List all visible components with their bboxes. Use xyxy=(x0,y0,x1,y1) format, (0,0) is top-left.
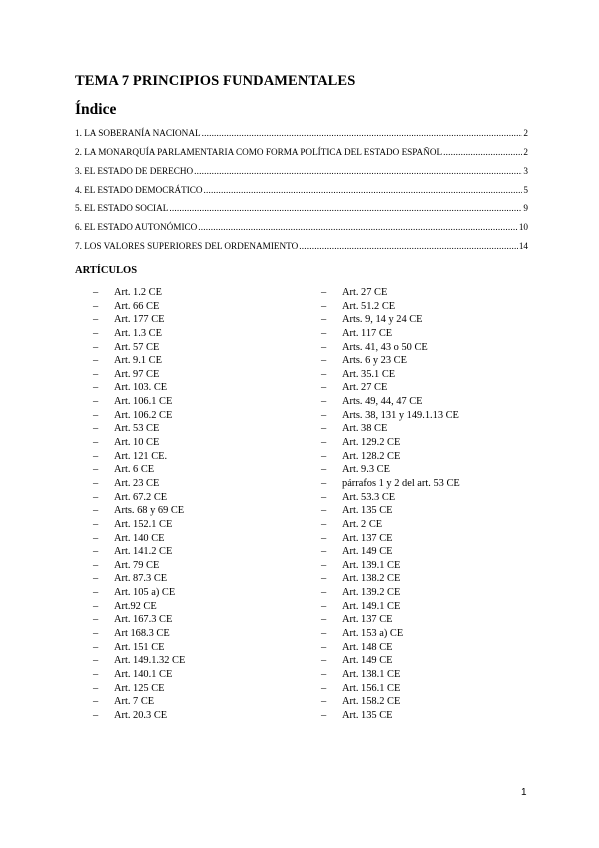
dash-bullet: – xyxy=(321,614,327,626)
article-list-item xyxy=(321,682,460,696)
article-list-item xyxy=(93,491,185,505)
article-reference: Art. 125 CE xyxy=(114,682,165,694)
article-list-item xyxy=(321,586,460,600)
article-list-item xyxy=(321,545,460,559)
articles-heading: ARTÍCULOS xyxy=(75,265,138,276)
toc-entry[interactable] xyxy=(75,176,528,195)
dash-bullet: – xyxy=(321,600,327,612)
article-reference: Art 168.3 CE xyxy=(114,628,170,640)
dash-bullet: – xyxy=(321,628,327,640)
article-list-item xyxy=(93,504,185,518)
article-list-item xyxy=(93,313,185,327)
article-reference: Art. 20.3 CE xyxy=(114,709,168,721)
article-reference: Art. 106.1 CE xyxy=(114,396,173,408)
dash-bullet: – xyxy=(93,587,99,599)
article-list-item xyxy=(93,381,185,395)
article-list-item xyxy=(321,668,460,682)
dash-bullet: – xyxy=(321,532,327,544)
dash-bullet: – xyxy=(321,682,327,694)
toc-entry-page: 9 xyxy=(523,203,528,214)
toc-entry[interactable] xyxy=(75,119,528,138)
dash-bullet: – xyxy=(93,477,99,489)
article-reference: Arts. 68 y 69 CE xyxy=(114,505,185,517)
dash-bullet: – xyxy=(321,450,327,462)
article-reference: Art.92 CE xyxy=(114,600,157,612)
article-reference: Art. 53.3 CE xyxy=(342,491,396,503)
dash-bullet: – xyxy=(93,287,99,298)
dash-bullet: – xyxy=(93,450,99,462)
article-reference: Art. 1.3 CE xyxy=(114,327,162,339)
article-list-item xyxy=(93,709,185,723)
article-list-item xyxy=(321,300,460,314)
article-list-item xyxy=(93,654,185,668)
article-list-item xyxy=(93,354,185,368)
article-reference: Art. 38 CE xyxy=(342,423,388,435)
article-reference: Art. 27 CE xyxy=(342,382,388,394)
article-reference: Art. 106.2 CE xyxy=(114,409,173,421)
article-reference: Art. 137 CE xyxy=(342,614,393,626)
toc-dot-leader xyxy=(443,147,522,157)
article-list-item xyxy=(93,341,185,355)
article-list-item xyxy=(93,695,185,709)
dash-bullet: – xyxy=(321,314,327,326)
toc-entry-label: 1. LA SOBERANÍA NACIONAL xyxy=(75,127,201,138)
article-reference: Art. 149 CE xyxy=(342,655,393,667)
dash-bullet: – xyxy=(321,300,327,312)
article-reference: Art. 148 CE xyxy=(342,641,393,653)
dash-bullet: – xyxy=(321,437,327,449)
article-reference: Art. 151 CE xyxy=(114,641,165,653)
dash-bullet: – xyxy=(93,491,99,503)
dash-bullet: – xyxy=(93,368,99,380)
article-list-item xyxy=(321,381,460,395)
toc-entry-page: 14 xyxy=(518,241,528,252)
dash-bullet: – xyxy=(93,300,99,312)
dash-bullet: – xyxy=(93,355,99,367)
article-reference: Art. 117 CE xyxy=(342,327,393,339)
article-list-item xyxy=(93,477,185,491)
article-reference: Art. 2 CE xyxy=(342,518,383,530)
article-reference: Art. 167.3 CE xyxy=(114,614,173,626)
article-list-item xyxy=(321,518,460,532)
toc-entry-label: 3. EL ESTADO DE DERECHO xyxy=(75,165,194,176)
article-reference: Art. 9.1 CE xyxy=(114,355,162,367)
dash-bullet: – xyxy=(321,546,327,558)
article-reference: Art. 139.2 CE xyxy=(342,587,401,599)
dash-bullet: – xyxy=(93,668,99,680)
article-list-item xyxy=(321,354,460,368)
dash-bullet: – xyxy=(321,464,327,476)
article-reference: Art. 149.1.32 CE xyxy=(114,655,186,667)
dash-bullet: – xyxy=(93,559,99,571)
article-list-item xyxy=(93,600,185,614)
dash-bullet: – xyxy=(93,641,99,653)
article-list-item xyxy=(321,477,460,491)
article-list-item xyxy=(321,368,460,382)
article-list-item xyxy=(93,327,185,341)
article-reference: Art. 35.1 CE xyxy=(342,368,396,380)
dash-bullet: – xyxy=(321,341,327,353)
article-list-item xyxy=(321,395,460,409)
dash-bullet: – xyxy=(93,518,99,530)
dash-bullet: – xyxy=(321,423,327,435)
toc-entry[interactable] xyxy=(75,138,528,157)
toc-dot-leader xyxy=(169,203,522,213)
toc-dot-leader xyxy=(204,185,523,195)
article-list-item xyxy=(321,532,460,546)
toc-dot-leader xyxy=(198,222,518,232)
article-list-item xyxy=(321,286,460,300)
dash-bullet: – xyxy=(93,314,99,326)
article-reference: Arts. 9, 14 y 24 CE xyxy=(342,314,423,326)
toc-entry-page: 5 xyxy=(523,184,528,195)
article-list-item xyxy=(93,545,185,559)
article-reference: Arts. 6 y 23 CE xyxy=(342,355,407,367)
dash-bullet: – xyxy=(321,396,327,408)
dash-bullet: – xyxy=(93,546,99,558)
toc-entry-page: 2 xyxy=(523,146,528,157)
dash-bullet: – xyxy=(93,696,99,708)
dash-bullet: – xyxy=(93,464,99,476)
dash-bullet: – xyxy=(321,573,327,585)
dash-bullet: – xyxy=(321,505,327,517)
table-of-contents xyxy=(75,119,528,251)
dash-bullet: – xyxy=(93,709,99,721)
page-number: 1 xyxy=(521,787,527,798)
article-reference: Art. 67.2 CE xyxy=(114,491,168,503)
dash-bullet: – xyxy=(321,668,327,680)
article-list-item xyxy=(321,463,460,477)
article-list-item xyxy=(93,532,185,546)
article-list-item xyxy=(93,682,185,696)
article-reference: Art. 103. CE xyxy=(114,382,168,394)
article-reference: Art. 57 CE xyxy=(114,341,160,353)
article-list-item xyxy=(93,450,185,464)
article-list-item xyxy=(321,559,460,573)
article-reference: Art. 27 CE xyxy=(342,287,388,298)
dash-bullet: – xyxy=(321,641,327,653)
toc-entry-label: 7. LOS VALORES SUPERIORES DEL ORDENAMIENTO xyxy=(75,241,299,252)
dash-bullet: – xyxy=(321,409,327,421)
article-list-item xyxy=(321,695,460,709)
article-reference: Art. 53 CE xyxy=(114,423,160,435)
article-reference: Art. 105 a) CE xyxy=(114,587,176,599)
article-reference: Art. 135 CE xyxy=(342,505,393,517)
article-list-item xyxy=(321,313,460,327)
dash-bullet: – xyxy=(93,600,99,612)
dash-bullet: – xyxy=(321,709,327,721)
dash-bullet: – xyxy=(93,682,99,694)
toc-entry-page: 10 xyxy=(518,222,528,233)
toc-entry-label: 4. EL ESTADO DEMOCRÁTICO xyxy=(75,184,203,195)
article-list-item xyxy=(321,504,460,518)
dash-bullet: – xyxy=(93,327,99,339)
toc-dot-leader xyxy=(194,166,522,176)
article-list-item xyxy=(93,559,185,573)
article-reference: Art. 23 CE xyxy=(114,477,160,489)
article-reference: párrafos 1 y 2 del art. 53 CE xyxy=(342,477,460,489)
article-list-item xyxy=(321,409,460,423)
article-reference: Arts. 49, 44, 47 CE xyxy=(342,396,423,408)
dash-bullet: – xyxy=(93,396,99,408)
article-list-item xyxy=(93,641,185,655)
dash-bullet: – xyxy=(321,382,327,394)
dash-bullet: – xyxy=(321,518,327,530)
toc-entry-label: 6. EL ESTADO AUTONÓMICO xyxy=(75,222,198,233)
article-reference: Art. 51.2 CE xyxy=(342,300,396,312)
article-list-item xyxy=(321,613,460,627)
dash-bullet: – xyxy=(321,355,327,367)
toc-entry-label: 2. LA MONARQUÍA PARLAMENTARIA COMO FORMA POLÍTICA DEL ESTADO ESPAÑOL xyxy=(75,146,443,157)
article-reference: Art. 9.3 CE xyxy=(342,464,390,476)
toc-entry[interactable] xyxy=(75,195,528,214)
article-list-item xyxy=(321,572,460,586)
article-reference: Art. 121 CE. xyxy=(114,450,168,462)
article-reference: Art. 7 CE xyxy=(114,696,155,708)
dash-bullet: – xyxy=(93,614,99,626)
article-reference: Art. 137 CE xyxy=(342,532,393,544)
article-list-item xyxy=(93,518,185,532)
article-reference: Art. 152.1 CE xyxy=(114,518,173,530)
articles-right-column xyxy=(321,286,460,723)
article-reference: Art. 140.1 CE xyxy=(114,668,173,680)
article-reference: Art. 139.1 CE xyxy=(342,559,401,571)
article-list-item xyxy=(93,395,185,409)
article-list-item xyxy=(93,286,185,300)
article-reference: Art. 129.2 CE xyxy=(342,437,401,449)
article-list-item xyxy=(93,463,185,477)
article-reference: Arts. 41, 43 o 50 CE xyxy=(342,341,428,353)
article-reference: Art. 149 CE xyxy=(342,546,393,558)
article-list-item xyxy=(321,327,460,341)
article-list-item xyxy=(93,627,185,641)
toc-entry-label: 5. EL ESTADO SOCIAL xyxy=(75,203,169,214)
dash-bullet: – xyxy=(93,409,99,421)
toc-entry[interactable] xyxy=(75,232,528,251)
article-reference: Art. 66 CE xyxy=(114,300,160,312)
dash-bullet: – xyxy=(93,423,99,435)
article-reference: Art. 6 CE xyxy=(114,464,155,476)
article-reference: Art. 79 CE xyxy=(114,559,160,571)
toc-entry[interactable] xyxy=(75,213,528,232)
article-list-item xyxy=(93,613,185,627)
dash-bullet: – xyxy=(321,587,327,599)
article-reference: Art. 141.2 CE xyxy=(114,546,173,558)
dash-bullet: – xyxy=(321,491,327,503)
article-list-item xyxy=(93,422,185,436)
article-list-item xyxy=(93,668,185,682)
article-list-item xyxy=(93,300,185,314)
article-list-item xyxy=(321,600,460,614)
article-list-item xyxy=(321,450,460,464)
toc-entry-page: 3 xyxy=(523,165,528,176)
dash-bullet: – xyxy=(93,505,99,517)
dash-bullet: – xyxy=(321,368,327,380)
dash-bullet: – xyxy=(93,532,99,544)
article-reference: Arts. 38, 131 y 149.1.13 CE xyxy=(342,409,459,421)
article-list-item xyxy=(93,409,185,423)
article-reference: Art. 138.2 CE xyxy=(342,573,401,585)
article-list-item xyxy=(93,368,185,382)
article-reference: Art. 156.1 CE xyxy=(342,682,401,694)
article-list-item xyxy=(321,627,460,641)
article-reference: Art. 87.3 CE xyxy=(114,573,168,585)
article-reference: Art. 140 CE xyxy=(114,532,165,544)
article-list-item xyxy=(321,341,460,355)
dash-bullet: – xyxy=(93,573,99,585)
toc-entry[interactable] xyxy=(75,157,528,176)
toc-dot-leader xyxy=(299,241,518,251)
dash-bullet: – xyxy=(321,696,327,708)
dash-bullet: – xyxy=(321,559,327,571)
article-list-item xyxy=(93,572,185,586)
dash-bullet: – xyxy=(321,287,327,298)
article-reference: Art. 177 CE xyxy=(114,314,165,326)
dash-bullet: – xyxy=(321,477,327,489)
article-list-item xyxy=(93,586,185,600)
article-reference: Art. 128.2 CE xyxy=(342,450,401,462)
article-list-item xyxy=(321,641,460,655)
article-reference: Art. 1.2 CE xyxy=(114,287,162,298)
dash-bullet: – xyxy=(93,382,99,394)
dash-bullet: – xyxy=(93,655,99,667)
article-reference: Art. 135 CE xyxy=(342,709,393,721)
toc-dot-leader xyxy=(202,128,523,138)
article-list-item xyxy=(321,436,460,450)
dash-bullet: – xyxy=(321,655,327,667)
article-reference: Art. 138.1 CE xyxy=(342,668,401,680)
article-reference: Art. 153 a) CE xyxy=(342,628,404,640)
article-list-item xyxy=(321,422,460,436)
toc-entry-page: 2 xyxy=(523,127,528,138)
article-reference: Art. 97 CE xyxy=(114,368,160,380)
dash-bullet: – xyxy=(93,628,99,640)
article-list-item xyxy=(93,436,185,450)
article-list-item xyxy=(321,654,460,668)
dash-bullet: – xyxy=(93,437,99,449)
dash-bullet: – xyxy=(321,327,327,339)
articles-left-column xyxy=(93,286,185,723)
article-reference: Art. 158.2 CE xyxy=(342,696,401,708)
index-heading: Índice xyxy=(75,101,117,118)
article-list-item xyxy=(321,491,460,505)
article-reference: Art. 10 CE xyxy=(114,437,160,449)
page-title: TEMA 7 PRINCIPIOS FUNDAMENTALES xyxy=(75,73,356,89)
article-list-item xyxy=(321,709,460,723)
article-reference: Art. 149.1 CE xyxy=(342,600,401,612)
dash-bullet: – xyxy=(93,341,99,353)
